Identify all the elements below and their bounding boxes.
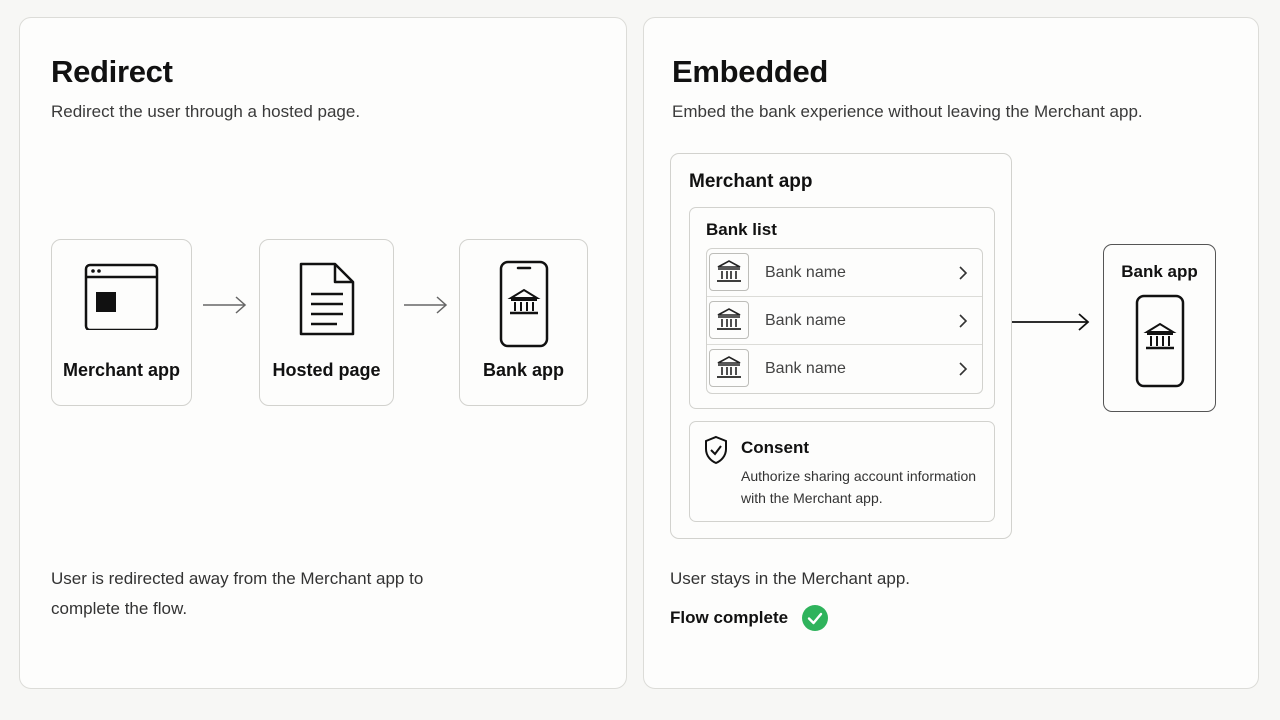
merchant-app-label: Merchant app [62,360,181,380]
bank-list-item[interactable] [707,345,982,393]
consent-card [689,421,995,522]
bank-app-card [1103,244,1216,412]
chevron-right-icon [958,361,968,377]
shield-check-icon [703,435,729,465]
bank-list [689,207,995,409]
hosted-page-label: Hosted page [272,360,381,380]
redirect-title: Redirect [51,54,173,89]
merchant-app-card [51,239,192,406]
chevron-right-icon [958,265,968,281]
bank-list-title: Bank list [706,220,777,239]
flow-complete-status [670,605,828,631]
bank-icon [709,349,749,387]
browser-window-icon [52,260,191,330]
arrow-right-icon [202,295,248,315]
hosted-page-card [259,239,394,406]
bank-name: Bank name [765,312,846,329]
bank-list-rows [706,248,983,394]
consent-title: Consent [741,438,809,457]
embedded-note: User stays in the Merchant app. [670,569,911,588]
flow-complete-label: Flow complete [670,608,789,627]
embedded-panel [643,17,1259,689]
bank-name: Bank name [765,360,846,377]
redirect-note: User is redirected away from the Merchant app to complete the flow. [51,569,424,618]
bank-name: Bank name [765,264,846,281]
bank-app-card [459,239,588,406]
merchant-app-title: Merchant app [689,171,813,192]
phone-bank-icon [460,260,587,348]
bank-app-label: Bank app [482,360,565,380]
bank-list-item[interactable] [707,249,982,297]
bank-list-item[interactable] [707,297,982,345]
check-circle-icon [802,605,828,631]
arrow-right-icon [403,295,449,315]
chevron-right-icon [958,313,968,329]
merchant-app-container [670,153,1012,539]
document-icon [260,260,393,336]
bank-icon [709,301,749,339]
arrow-right-icon [1012,312,1092,332]
redirect-subtitle: Redirect the user through a hosted page. [51,102,361,121]
redirect-panel [19,17,627,689]
embedded-subtitle: Embed the bank experience without leaving the Merchant app. [672,102,1143,121]
phone-bank-icon [1135,294,1185,388]
bank-icon [709,253,749,291]
consent-text: Authorize sharing account information with the Merchant app. [741,468,977,506]
embedded-title: Embedded [672,54,829,89]
bank-app-label: Bank app [1121,262,1198,281]
